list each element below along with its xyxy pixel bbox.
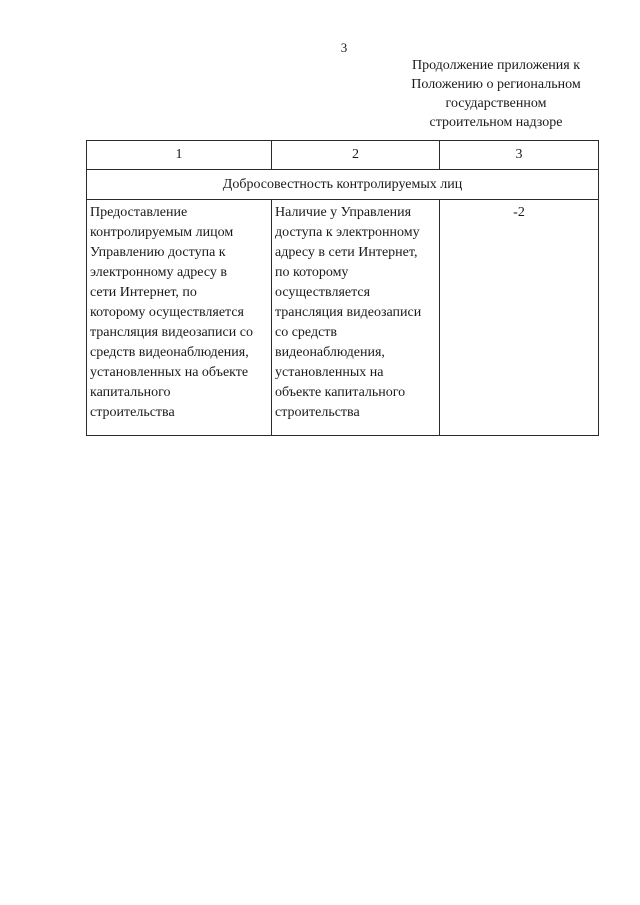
appendix-note-line: Продолжение приложения к (411, 58, 581, 73)
criterion-line: Наличие у Управления (275, 205, 412, 220)
criterion-line: строительства (275, 405, 360, 420)
criterion-line: трансляция видеозаписи (275, 305, 422, 320)
indicator-line: Управлению доступа к (90, 245, 226, 260)
appendix-note-line: Положению о региональном (411, 77, 581, 92)
criterion-line: установленных на (275, 365, 384, 380)
indicator-line: сети Интернет, по (90, 285, 197, 300)
criterion-line: доступа к электронному (275, 225, 420, 240)
indicator-cell (87, 200, 272, 436)
page-number: 3 (340, 40, 348, 55)
criterion-line: объекте капитального (275, 385, 406, 400)
column-number-1: 1 (87, 141, 272, 170)
table-header-row (87, 141, 599, 170)
score-cell: -2 (440, 200, 599, 436)
column-number-3: 3 (440, 141, 599, 170)
indicator-line: установленных на объекте (90, 365, 249, 380)
criterion-line: видеонаблюдения, (275, 345, 385, 360)
section-title: Добросовестность контролируемых лиц (87, 170, 599, 200)
criteria-table (86, 140, 599, 436)
criterion-line: осуществляется (275, 285, 371, 300)
appendix-note-line: строительном надзоре (429, 115, 563, 130)
indicator-line: строительства (90, 405, 175, 420)
indicator-line: электронному адресу в (90, 265, 227, 280)
indicator-line: трансляция видеозаписи со (90, 325, 253, 340)
indicator-line: средств видеонаблюдения, (90, 345, 249, 360)
section-row (87, 170, 599, 200)
criterion-line: со средств (275, 325, 338, 340)
criterion-line: по которому (275, 265, 349, 280)
criterion-cell (272, 200, 440, 436)
indicator-line: Предоставление (90, 205, 188, 220)
indicator-line: контролируемым лицом (90, 225, 234, 240)
appendix-note (396, 56, 596, 132)
criterion-line: адресу в сети Интернет, (275, 245, 418, 260)
table-row (87, 200, 599, 436)
appendix-note-line: государственном (445, 96, 547, 111)
indicator-line: капитального (90, 385, 171, 400)
column-number-2: 2 (272, 141, 440, 170)
indicator-line: которому осуществляется (90, 305, 244, 320)
